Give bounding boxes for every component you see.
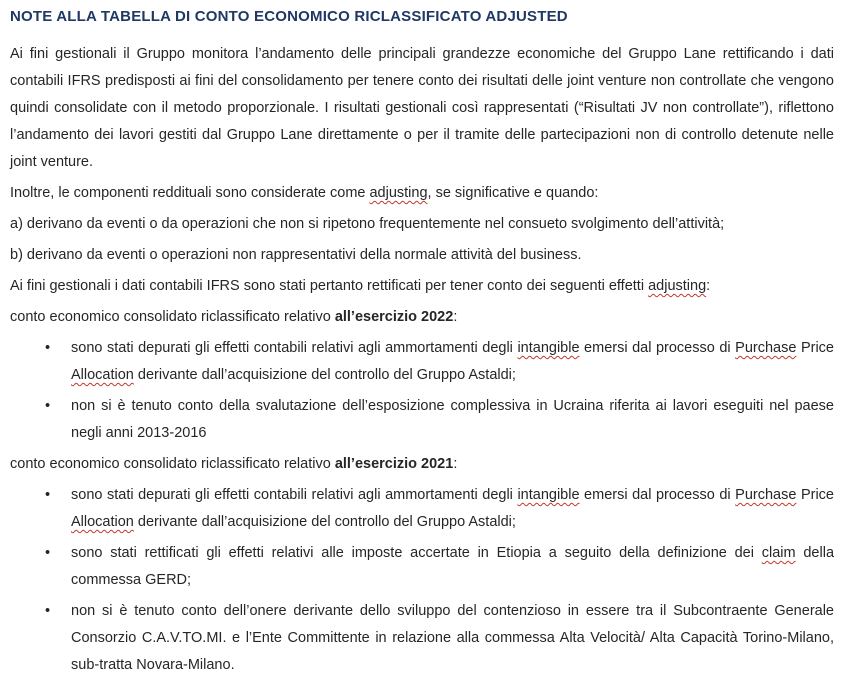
text-segment: emersi dal processo di [579, 487, 736, 503]
text-segment: conto economico consolidato riclassificato relativo [10, 456, 335, 472]
paragraph-inoltre [10, 180, 834, 207]
text-segment: emersi dal processo di [579, 340, 736, 356]
bullet-list-2021 [10, 482, 834, 679]
text-segment: : [453, 456, 458, 472]
text-segment: : [453, 309, 458, 325]
paragraph-heading-2022 [10, 304, 834, 331]
bold-esercizio-2022: all’esercizio 2022 [334, 309, 454, 325]
text-segment: derivante dall’acquisizione del controllo del Gruppo Astaldi; [133, 367, 516, 383]
misspelled-word-allocation: Allocation [71, 367, 134, 383]
misspelled-word-purchase: Purchase [735, 340, 797, 356]
paragraph-intro: Ai fini gestionali il Gruppo monitora l’andamento delle principali grandezze economiche del Gruppo Lane rettificando i dati contabili IFRS predisposti ai fini del consolidamento per tenere conto dei risultati delle joint venture non controllate che vengono quindi consolidate con il metodo proporzionale. I risultati gestionali così rappresentati (“Risultati JV non controllate”), riflettono l’andamento dei lavori gestiti dal Gruppo Lane direttamente o per il tramite delle partecipazioni non di controllo detenute nelle joint venture. [10, 46, 834, 170]
paragraph-item-a: a) derivano da eventi o da operazioni che non si ripetono frequentemente nel consueto svolgimento dell’attività; [10, 216, 725, 232]
misspelled-word-adjusting: adjusting [369, 185, 428, 201]
misspelled-word-allocation: Allocation [71, 514, 134, 530]
bullet-list-2022 [10, 335, 834, 447]
text-segment: derivante dall’acquisizione del controllo del Gruppo Astaldi; [133, 514, 516, 530]
text-segment: sono stati depurati gli effetti contabili relativi agli ammortamenti degli [71, 487, 518, 503]
bullet-item-2021-ppa [10, 482, 834, 536]
misspelled-word-adjusting: adjusting [648, 278, 707, 294]
text-segment: sono stati depurati gli effetti contabili relativi agli ammortamenti degli [71, 340, 518, 356]
paragraph-item-b: b) derivano da eventi o operazioni non rappresentativi della normale attività del business. [10, 247, 582, 263]
text-segment: : [706, 278, 711, 294]
text-segment: Price [796, 340, 834, 356]
text-segment: sono stati rettificati gli effetti relativi alle imposte accertate in Etiopia a seguito della definizione dei [71, 545, 762, 561]
misspelled-word-intangible: intangible [517, 487, 580, 503]
bullet-item-2022-ppa [10, 335, 834, 389]
paragraph-effetti-adjusting [10, 273, 834, 300]
bullet-item-2021-cavtomi: • non si è tenuto conto dell’onere derivante dello sviluppo del contenzioso in essere tra il Subcontraente Generale Consorzio C.A.V.TO.MI. e l’Ente Committente in relazione alla commessa Alta Velocità/ Alta Capacità Torino-Milano, sub-tratta Novara-Milano. [10, 598, 834, 679]
misspelled-word-claim: claim [761, 545, 796, 561]
paragraph-heading-2021 [10, 451, 834, 478]
misspelled-word-purchase: Purchase [735, 487, 797, 503]
text-segment: Ai fini gestionali i dati contabili IFRS sono stati pertanto rettificati per tener conto dei seguenti effetti [10, 278, 649, 294]
page-title: NOTE ALLA TABELLA DI CONTO ECONOMICO RICLASSIFICATO ADJUSTED [10, 8, 568, 25]
bold-esercizio-2021: all’esercizio 2021 [334, 456, 454, 472]
misspelled-word-intangible: intangible [517, 340, 580, 356]
text-segment: Price [796, 487, 834, 503]
text-segment: , se significative e quando: [427, 185, 599, 201]
bullet-item-2021-etiopia [10, 540, 834, 594]
text-segment: conto economico consolidato riclassificato relativo [10, 309, 335, 325]
text-segment: Inoltre, le componenti reddituali sono considerate come [10, 185, 370, 201]
bullet-item-2022-ucraina: • non si è tenuto conto della svalutazione dell’esposizione complessiva in Ucraina riferita ai lavori eseguiti nel paese negli anni 2013-2016 [10, 393, 834, 447]
text-segment: della commessa GERD; [71, 545, 835, 588]
